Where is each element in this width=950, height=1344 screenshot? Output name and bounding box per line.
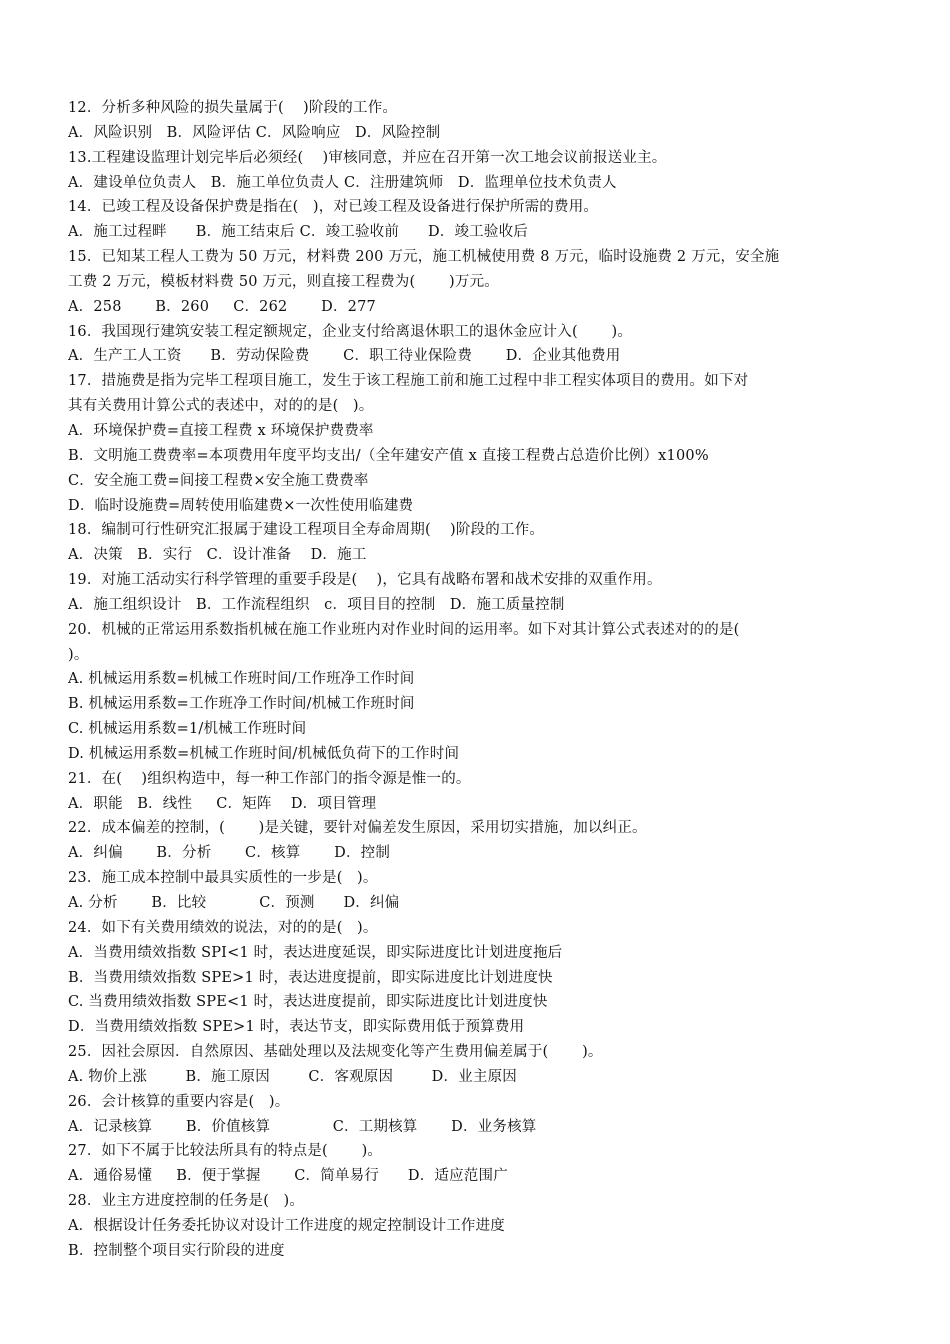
question-line: 18．编制可行性研究汇报属于建设工程项目全寿命周期( )阶段的工作。 [68,522,545,539]
option-line: A. 物价上涨 B．施工原因 C．客观原因 D．业主原因 [68,1068,517,1085]
question-line: 12．分析多种风险的损失量属于( )阶段的工作。 [68,100,398,116]
option-line: A．环境保护费=直接工程费 x 环境保护费费率 [68,422,374,439]
option-line: A．建设单位负责人 B．施工单位负责人 C．注册建筑师 D．监理单位技术负责人 [68,174,617,191]
option-line: A．根据设计任务委托协议对设计工作进度的规定控制设计工作进度 [68,1217,505,1234]
option-line: D．当费用绩效指数 SPE>1 时，表达节支，即实际费用低于预算费用 [68,1019,525,1036]
question-line: )。 [68,646,89,663]
option-line: C. 机械运用系数=1/机械工作班时间 [68,721,307,738]
question-line: 15．已知某工程人工费为 50 万元，材料费 200 万元，施工机械使用费 8 万元，临时设施费 2 万元，安全施 [68,249,780,266]
option-line: A．生产工人工资 B．劳动保险费 C．职工待业保险费 D．企业其他费用 [68,348,621,365]
option-line: A．职能 B．线性 C．矩阵 D．项目管理 [68,795,377,812]
option-line: A．记录核算 B．价值核算 C．工期核算 D．业务核算 [68,1118,537,1135]
option-line: D. 机械运用系数=机械工作班时间/机械低负荷下的工作时间 [68,745,460,762]
option-line: A．决策 B．实行 C．设计准备 D．施工 [68,547,367,564]
option-line: C. 当费用绩效指数 SPE<1 时，表达进度提前，即实际进度比计划进度快 [68,994,548,1011]
option-line: A．风险识别 B．风险评估 C．风险响应 D．风险控制 [68,124,441,141]
option-line: A. 机械运用系数=机械工作班时间/工作班净工作时间 [68,671,415,688]
question-line: 工费 2 万元，模板材料费 50 万元，则直接工程费为( )万元。 [68,273,499,290]
question-line: 17．措施费是指为完毕工程项目施工，发生于该工程施工前和施工过程中非工程实体项目的费用。如下对 [68,373,749,390]
option-line: B．控制整个项目实行阶段的进度 [68,1242,285,1259]
question-line: 22．成本偏差的控制，( )是关键，要针对偏差发生原因，采用切实措施，加以纠正。 [68,820,647,837]
question-line: 26．会计核算的重要内容是( )。 [68,1093,290,1110]
question-line: 28．业主方进度控制的任务是( )。 [68,1193,305,1210]
question-line: 16．我国现行建筑安装工程定额规定，企业支付给离退休职工的退休金应计入( )。 [68,323,633,340]
option-line: B．当费用绩效指数 SPE>1 时，表达进度提前，即实际进度比计划进度快 [68,969,553,986]
question-line: 14．已竣工程及设备保护费是指在( )，对已竣工程及设备进行保护所需的费用。 [68,199,599,216]
question-line: 其有关费用计算公式的表述中，对的的是( )。 [68,398,374,415]
option-line: A．施工过程畔 B．施工结束后 C．竣工验收前 D．竣工验收后 [68,224,528,241]
question-line: 24．如下有关费用绩效的说法，对的的是( )。 [68,919,378,936]
option-line: D．临时设施费=周转使用临建费×一次性使用临建费 [68,497,414,514]
question-line: 23．施工成本控制中最具实质性的一步是( )。 [68,870,378,887]
option-line: B. 机械运用系数=工作班净工作时间/机械工作班时间 [68,696,415,713]
document-page [68,96,888,1264]
option-line: A．258 B．260 C．262 D．277 [68,298,376,315]
question-line: 25．因社会原因．自然原因、基础处理以及法规变化等产生费用偏差属于( )。 [68,1044,603,1061]
question-line: 20．机械的正常运用系数指机械在施工作业班内对作业时间的运用率。如下对其计算公式表述对的的是( [68,621,740,638]
option-line: A．当费用绩效指数 SPI<1 时，表达进度延误，即实际进度比计划进度拖后 [68,944,563,961]
option-line: A．施工组织设计 B．工作流程组织 c．项目目的控制 D．施工质量控制 [68,596,565,613]
option-line: C．安全施工费=间接工程费×安全施工费费率 [68,472,369,489]
question-line: 19．对施工活动实行科学管理的重要手段是( )，它具有战略布署和战术安排的双重作用。 [68,572,662,589]
option-line: A. 分析 B．比较 C．预测 D．纠偏 [68,895,400,911]
question-line: 13.工程建设监理计划完毕后必须经( )审核同意，并应在召开第一次工地会议前报送业主。 [68,149,667,166]
option-line: A．通俗易懂 B．便于掌握 C．简单易行 D．适应范围广 [68,1168,508,1185]
option-line: B．文明施工费费率=本项费用年度平均支出/（全年建安产值 x 直接工程费占总造价比例）x100% [68,447,709,464]
option-line: A．纠偏 B．分析 C．核算 D．控制 [68,845,391,862]
question-line: 21．在( )组织构造中，每一种工作部门的指令源是惟一的。 [68,770,471,787]
question-line: 27．如下不属于比较法所具有的特点是( )。 [68,1143,383,1160]
